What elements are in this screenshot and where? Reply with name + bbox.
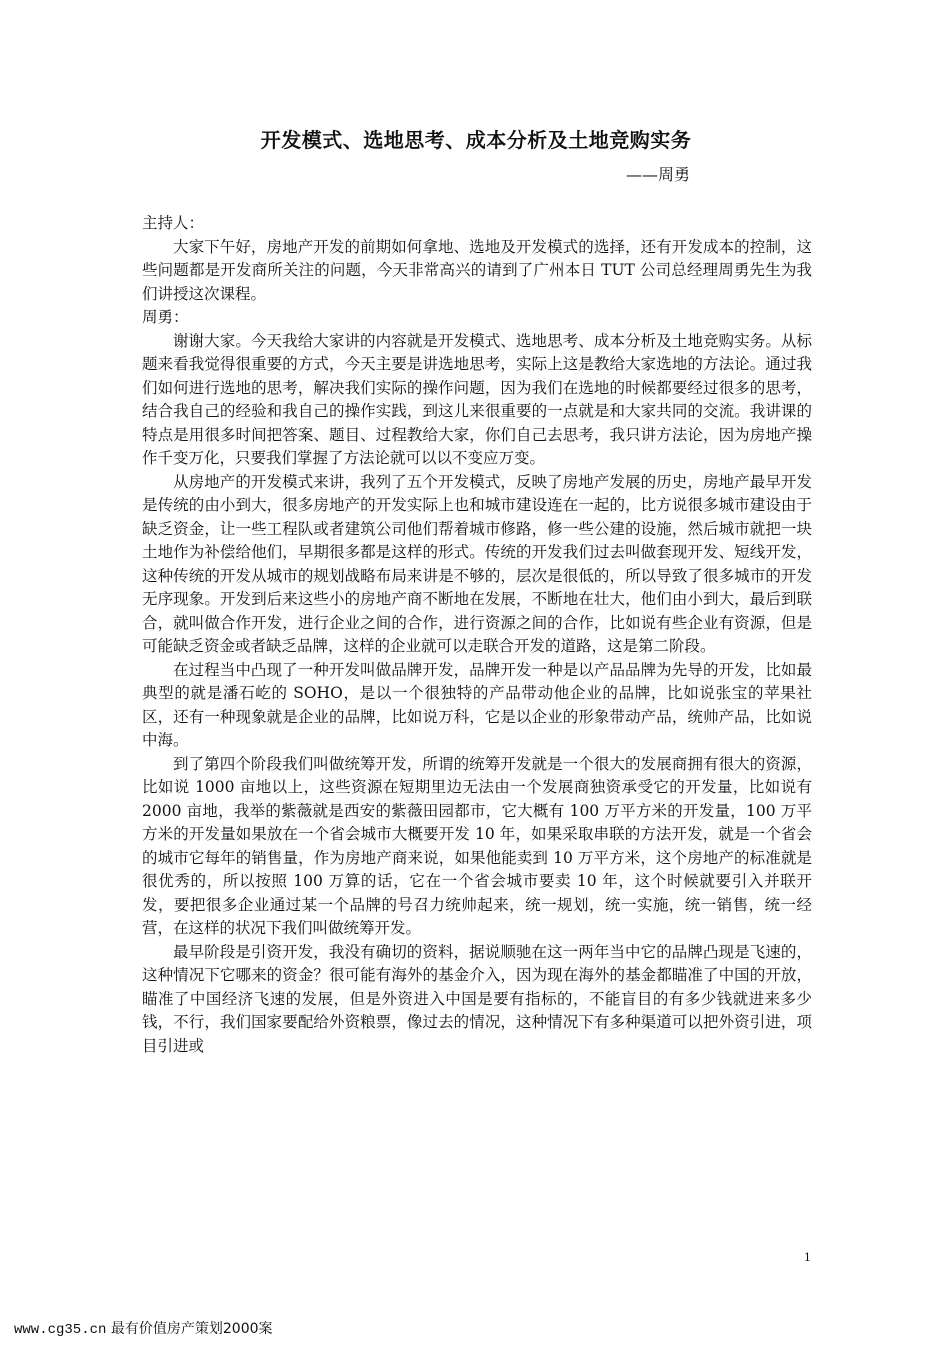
- speaker-label: 周勇：: [142, 308, 189, 326]
- author-line: ——周勇: [626, 165, 691, 184]
- speaker-label: 主持人：: [142, 214, 205, 232]
- document-body: [142, 212, 812, 1058]
- paragraph: 谢谢大家。今天我给大家讲的内容就是开发模式、选地思考、成本分析及土地竞购实务。从标题来看我觉得很重要的方式，今天主要是讲选地思考，实际上这是教给大家选地的方法论。通过我们如何进行选地的思考，解决我们实际的操作问题，因为我们在选地的时候都要经过很多的思考，结合我自己的经验和我自己的操作实践，到这儿来很重要的一点就是和大家共同的交流。我讲课的特点是用很多时间把答案、题目、过程教给大家，你们自己去思考，我只讲方法论，因为房地产操作千变万化，只要我们掌握了方法论就可以以不变应万变。: [142, 331, 812, 467]
- paragraph: 大家下午好，房地产开发的前期如何拿地、选地及开发模式的选择，还有开发成本的控制，这些问题都是开发商所关注的问题，今天非常高兴的请到了广州本日 TUT 公司总经理周勇先生为我们讲授这次课程。: [142, 237, 812, 303]
- footer-url[interactable]: www.cg35.cn: [14, 1322, 107, 1338]
- footer-text: 最有价值房产策划2000案: [110, 1321, 273, 1337]
- paragraph: 从房地产的开发模式来讲，我列了五个开发模式，反映了房地产发展的历史，房地产最早开发是传统的由小到大，很多房地产的开发实际上也和城市建设连在一起的，比方说很多城市建设由于缺乏资金，让一些工程队或者建筑公司他们帮着城市修路，修一些公建的设施，然后城市就把一块土地作为补偿给他们，早期很多都是这样的形式。传统的开发我们过去叫做套现开发、短线开发，这种传统的开发从城市的规划战略布局来讲是不够的，层次是很低的，所以导致了很多城市的开发无序现象。开发到后来这些小的房地产商不断地在发展，不断地在壮大，他们由小到大，最后到联合，就叫做合作开发，进行企业之间的合作，进行资源之间的合作，比如说有些企业有资源，但是可能缺乏资金或者缺乏品牌，这样的企业就可以走联合开发的道路，这是第二阶段。: [142, 472, 812, 655]
- paragraph: 到了第四个阶段我们叫做统筹开发，所谓的统筹开发就是一个很大的发展商拥有很大的资源，比如说 1000 亩地以上，这些资源在短期里边无法由一个发展商独资承受它的开发量，比如说有 2000 亩地，我举的紫薇就是西安的紫薇田园都市，它大概有 100 万平方米的开发量，100 万平方米的开发量如果放在一个省会城市大概要开发 10 年，如果采取串联的方法开发，就是一个省会的城市它每年的销售量，作为房地产商来说，如果他能卖到 10 万平方米，这个房地产的标准就是很优秀的，所以按照 100 万算的话，它在一个省会城市要卖 10 年，这个时候就要引入并联开发，要把很多企业通过某一个品牌的号召力统帅起来，统一规划，统一实施，统一销售，统一经营，在这样的状况下我们叫做统筹开发。: [142, 754, 812, 937]
- paragraph: 在过程当中凸现了一种开发叫做品牌开发，品牌开发一种是以产品品牌为先导的开发，比如最典型的就是潘石屹的 SOHO，是以一个很独特的产品带动他企业的品牌，比如说张宝的苹果社区，还有一种现象就是企业的品牌，比如说万科，它是以企业的形象带动产品，统帅产品，比如说中海。: [142, 660, 812, 749]
- paragraph: 最早阶段是引资开发，我没有确切的资料，据说顺驰在这一两年当中它的品牌凸现是飞速的，这种情况下它哪来的资金？很可能有海外的基金介入，因为现在海外的基金都瞄准了中国的开放，瞄准了中国经济飞速的发展，但是外资进入中国是要有指标的，不能盲目的有多少钱就进来多少钱，不行，我们国家要配给外资粮票，像过去的情况，这种情况下有多种渠道可以把外资引进，项目引进或: [142, 942, 812, 1055]
- footer: [14, 1318, 273, 1338]
- page-number: 1: [804, 1251, 811, 1264]
- page-title: 开发模式、选地思考、成本分析及土地竞购实务: [260, 128, 692, 152]
